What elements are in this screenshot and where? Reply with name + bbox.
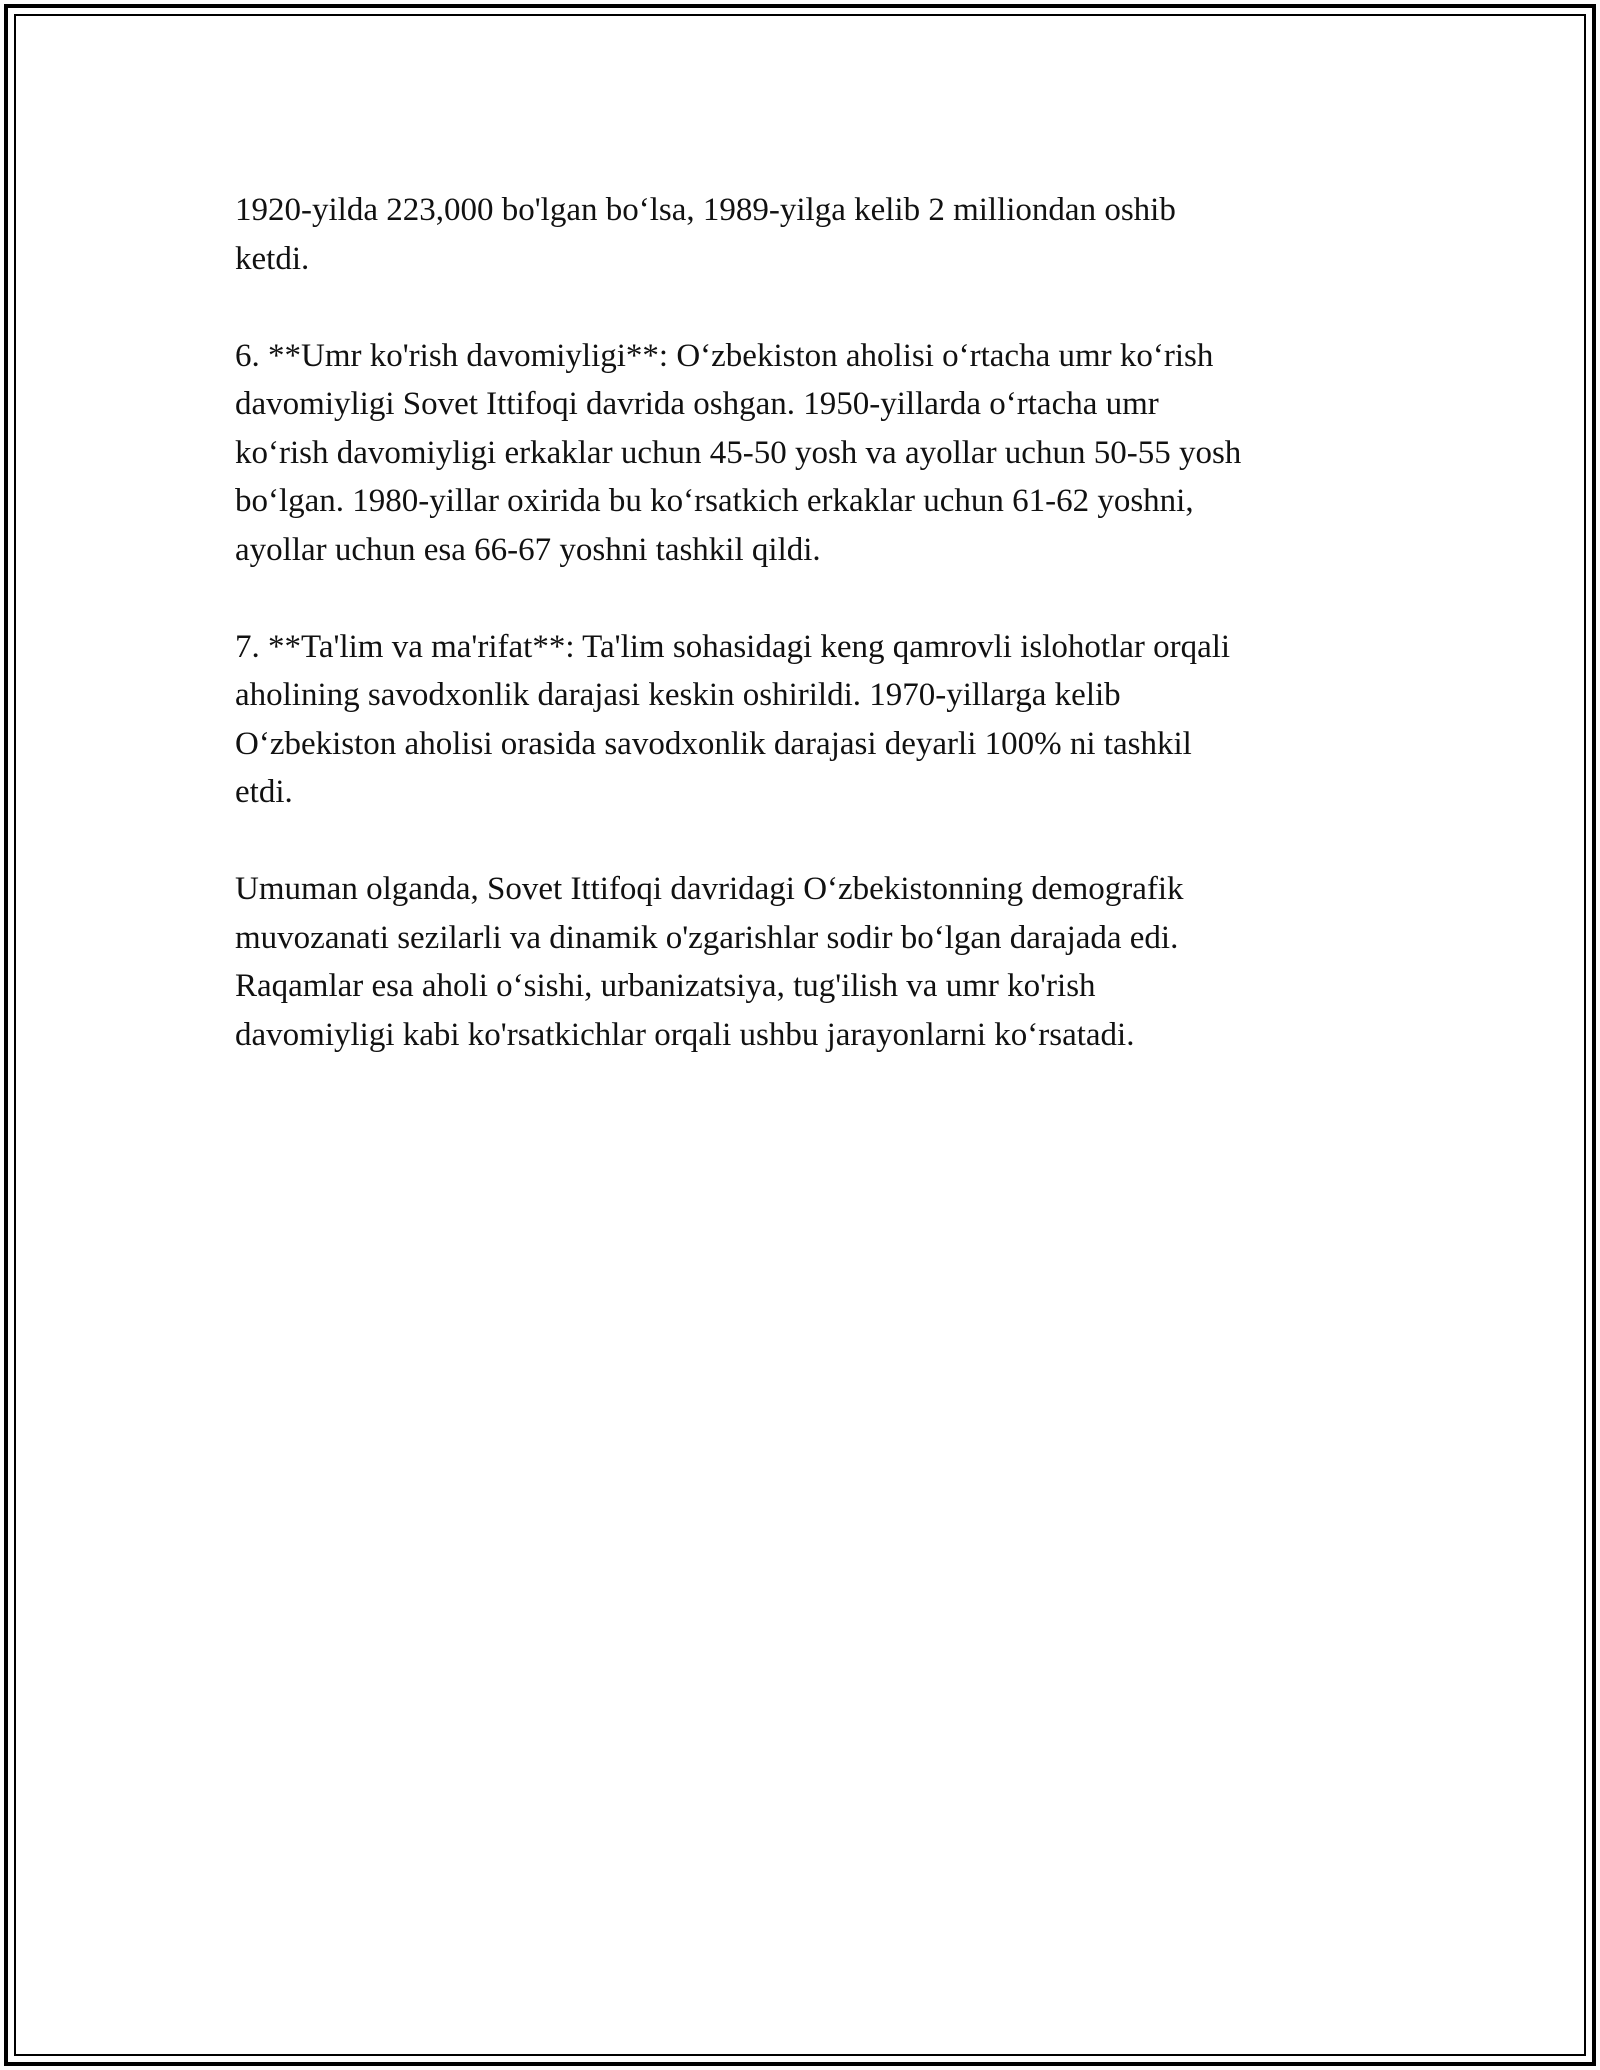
paragraph-life-expectancy: 6. **Umr ko'rish davomiyligi**: O‘zbekiston aholisi o‘rtacha umr ko‘rish davomiyligi Sovet Ittifoqi davrida oshgan. 1950-yillarda o‘rtacha umr ko‘rish davomiyligi erkaklar uchun 45-50 yosh va ayollar uchun 50-55 yosh bo‘lgan. 1980-yillar oxirida bu ko‘rsatkich erkaklar uchun 61-62 yoshni, ayollar uchun esa 66-67 yoshni tashkil qildi. <box>235 337 1242 568</box>
paragraph-education: 7. **Ta'lim va ma'rifat**: Ta'lim sohasidagi keng qamrovli islohotlar orqali aholining savodxonlik darajasi keskin oshirildi. 1970-yillarga kelib O‘zbekiston aholisi orasida savodxonlik darajasi deyarli 100% ni tashkil etdi. <box>235 628 1231 810</box>
paragraph-conclusion: Umuman olganda, Sovet Ittifoqi davridagi O‘zbekistonning demografik muvozanati sezilarli va dinamik o'zgarishlar sodir bo‘lgan darajada edi. Raqamlar esa aholi o‘sishi, urbanizatsiya, tug'ilish va umr ko'rish davomiyligi kabi ko'rsatkichlar orqali ushbu jarayonlarni ko‘rsatadi. <box>235 871 1184 1053</box>
document-body <box>235 186 1365 1108</box>
paragraph-population-continuation: 1920-yilda 223,000 bo'lgan bo‘lsa, 1989-yilga kelib 2 milliondan oshib ketdi. <box>235 192 1176 277</box>
